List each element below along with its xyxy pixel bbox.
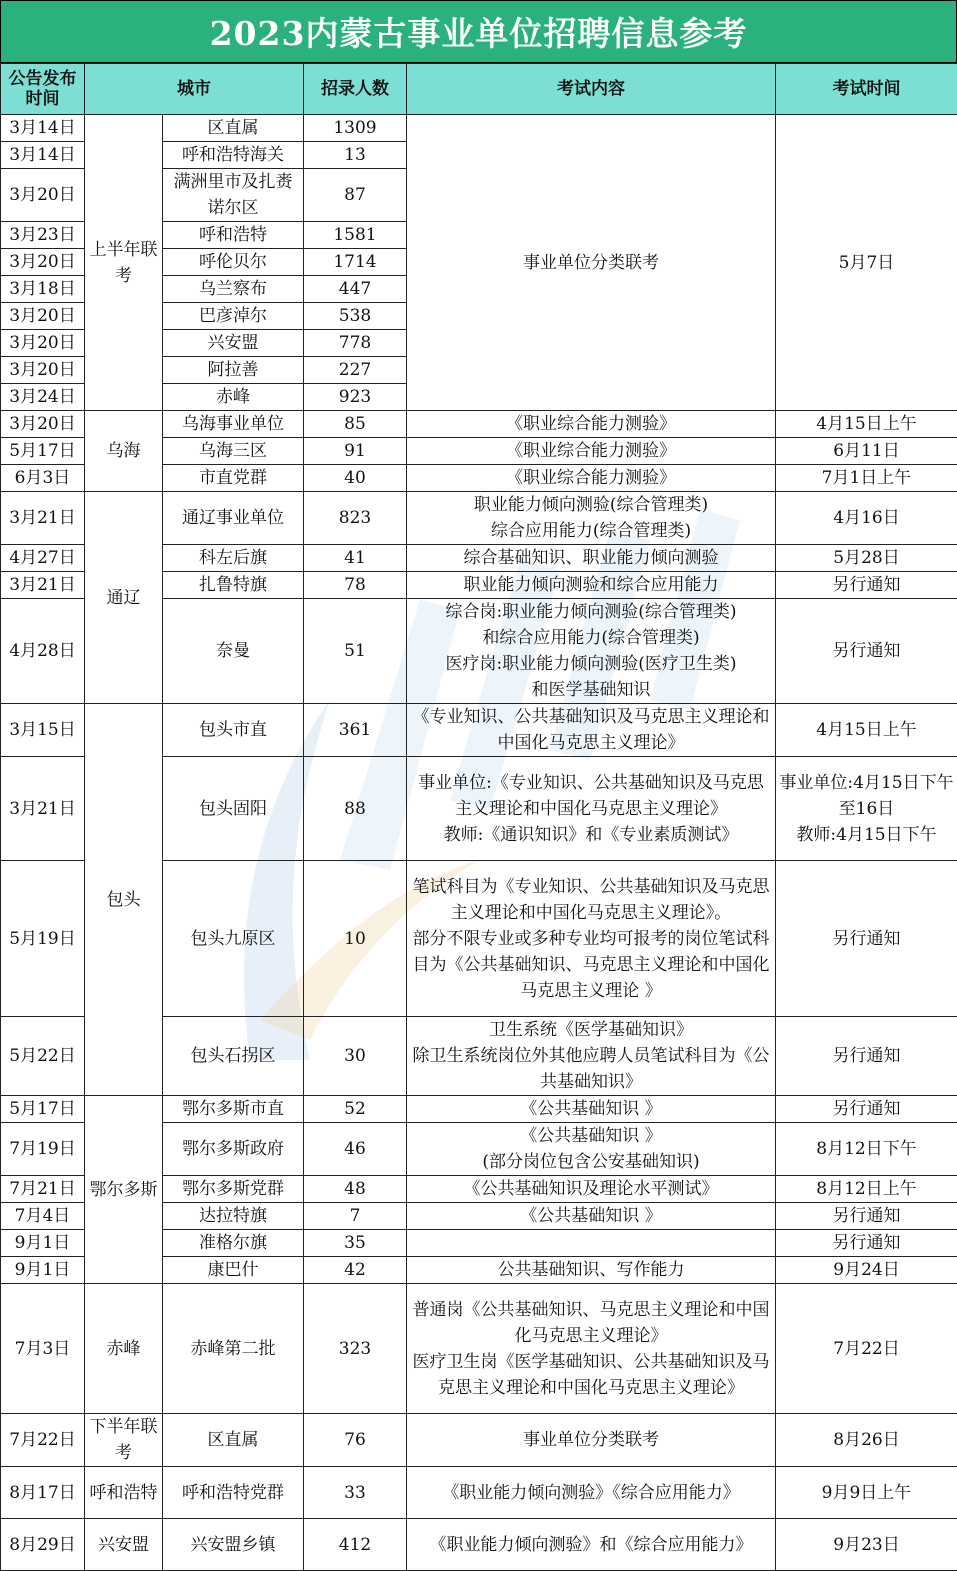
time-cell: 4月16日 <box>776 492 957 545</box>
city-cell: 扎鲁特旗 <box>163 572 304 599</box>
count-cell: 13 <box>304 142 407 169</box>
exam-cell: 《公共基础知识 》 (部分岗位包含公安基础知识) <box>407 1123 776 1176</box>
city-cell: 包头石拐区 <box>163 1017 304 1096</box>
count-cell: 778 <box>304 330 407 357</box>
date-cell: 3月21日 <box>1 757 85 861</box>
time-cell: 另行通知 <box>776 861 957 1017</box>
header-row <box>1 64 957 115</box>
count-cell: 78 <box>304 572 407 599</box>
date-cell: 5月17日 <box>1 438 85 465</box>
count-cell: 91 <box>304 438 407 465</box>
city-cell: 包头九原区 <box>163 861 304 1017</box>
date-cell: 3月21日 <box>1 492 85 545</box>
city-cell: 奈曼 <box>163 599 304 704</box>
exam-cell: 《公共基础知识及理论水平测试》 <box>407 1176 776 1203</box>
exam-cell <box>407 1230 776 1257</box>
time-cell: 5月7日 <box>776 115 957 411</box>
date-cell: 3月20日 <box>1 169 85 222</box>
count-cell: 1714 <box>304 249 407 276</box>
time-cell: 另行通知 <box>776 1096 957 1123</box>
exam-cell: 综合岗:职业能力倾向测验(综合管理类) 和综合应用能力(综合管理类) 医疗岗:职业能力倾向测验(医疗卫生类) 和医学基础知识 <box>407 599 776 704</box>
date-cell: 5月19日 <box>1 861 85 1017</box>
city-cell: 鄂尔多斯党群 <box>163 1176 304 1203</box>
table-row <box>1 115 957 142</box>
time-cell: 9月23日 <box>776 1519 957 1571</box>
time-cell: 7月1日上午 <box>776 465 957 492</box>
count-cell: 41 <box>304 545 407 572</box>
count-cell: 1581 <box>304 222 407 249</box>
count-cell: 35 <box>304 1230 407 1257</box>
date-cell: 3月14日 <box>1 142 85 169</box>
date-cell: 3月20日 <box>1 249 85 276</box>
time-cell: 另行通知 <box>776 572 957 599</box>
city-cell: 呼和浩特党群 <box>163 1467 304 1519</box>
city-cell: 鄂尔多斯市直 <box>163 1096 304 1123</box>
count-cell: 33 <box>304 1467 407 1519</box>
city-cell: 区直属 <box>163 115 304 142</box>
city-cell: 通辽事业单位 <box>163 492 304 545</box>
city-cell: 乌兰察布 <box>163 276 304 303</box>
time-cell: 4月15日上午 <box>776 704 957 757</box>
recruitment-table <box>0 63 957 1571</box>
count-cell: 52 <box>304 1096 407 1123</box>
date-cell: 3月20日 <box>1 330 85 357</box>
table-row <box>1 1414 957 1467</box>
count-cell: 42 <box>304 1257 407 1284</box>
header-exam-time: 考试时间 <box>776 64 957 115</box>
table-row <box>1 411 957 438</box>
date-cell: 6月3日 <box>1 465 85 492</box>
count-cell: 10 <box>304 861 407 1017</box>
city-cell: 呼和浩特海关 <box>163 142 304 169</box>
table-row <box>1 492 957 545</box>
header-count: 招录人数 <box>304 64 407 115</box>
date-cell: 5月22日 <box>1 1017 85 1096</box>
page-title: 2023内蒙古事业单位招聘信息参考 <box>0 0 957 63</box>
exam-cell: 事业单位分类联考 <box>407 115 776 411</box>
exam-cell: 《公共基础知识 》 <box>407 1203 776 1230</box>
count-cell: 227 <box>304 357 407 384</box>
time-cell: 9月24日 <box>776 1257 957 1284</box>
date-cell: 7月3日 <box>1 1284 85 1414</box>
group-label: 通辽 <box>85 492 163 704</box>
group-label: 包头 <box>85 704 163 1096</box>
exam-cell: 事业单位分类联考 <box>407 1414 776 1467</box>
count-cell: 447 <box>304 276 407 303</box>
count-cell: 538 <box>304 303 407 330</box>
city-cell: 满洲里市及扎赉诺尔区 <box>163 169 304 222</box>
count-cell: 323 <box>304 1284 407 1414</box>
city-cell: 康巴什 <box>163 1257 304 1284</box>
date-cell: 5月17日 <box>1 1096 85 1123</box>
date-cell: 8月29日 <box>1 1519 85 1571</box>
group-label: 下半年联考 <box>85 1414 163 1467</box>
time-cell: 8月26日 <box>776 1414 957 1467</box>
city-cell: 达拉特旗 <box>163 1203 304 1230</box>
count-cell: 46 <box>304 1123 407 1176</box>
count-cell: 923 <box>304 384 407 411</box>
group-label: 兴安盟 <box>85 1519 163 1571</box>
count-cell: 87 <box>304 169 407 222</box>
exam-cell: 职业能力倾向测验和综合应用能力 <box>407 572 776 599</box>
table-row <box>1 1096 957 1123</box>
table-row <box>1 704 957 757</box>
header-exam-content: 考试内容 <box>407 64 776 115</box>
city-cell: 包头固阳 <box>163 757 304 861</box>
exam-cell: 《职业综合能力测验》 <box>407 465 776 492</box>
time-cell: 事业单位:4月15日下午至16日 教师:4月15日下午 <box>776 757 957 861</box>
date-cell: 3月20日 <box>1 303 85 330</box>
time-cell: 另行通知 <box>776 599 957 704</box>
group-label: 赤峰 <box>85 1284 163 1414</box>
time-cell: 8月12日上午 <box>776 1176 957 1203</box>
date-cell: 7月19日 <box>1 1123 85 1176</box>
group-label: 鄂尔多斯 <box>85 1096 163 1284</box>
time-cell: 8月12日下午 <box>776 1123 957 1176</box>
table-row <box>1 1467 957 1519</box>
exam-cell: 公共基础知识、写作能力 <box>407 1257 776 1284</box>
exam-cell: 笔试科目为《专业知识、公共基础知识及马克思主义理论和中国化马克思主义理论》。 部分不限专业或多种专业均可报考的岗位笔试科目为《公共基础知识、马克思主义理论和中国化马克思主义理论 》 <box>407 861 776 1017</box>
city-cell: 巴彦淖尔 <box>163 303 304 330</box>
count-cell: 76 <box>304 1414 407 1467</box>
header-city: 城市 <box>85 64 304 115</box>
exam-cell: 《职业综合能力测验》 <box>407 438 776 465</box>
count-cell: 30 <box>304 1017 407 1096</box>
count-cell: 40 <box>304 465 407 492</box>
exam-cell: 卫生系统《医学基础知识》 除卫生系统岗位外其他应聘人员笔试科目为《公共基础知识》 <box>407 1017 776 1096</box>
city-cell: 呼伦贝尔 <box>163 249 304 276</box>
time-cell: 另行通知 <box>776 1017 957 1096</box>
time-cell: 9月9日上午 <box>776 1467 957 1519</box>
exam-cell: 《公共基础知识 》 <box>407 1096 776 1123</box>
exam-cell: 《职业能力倾向测验》和《综合应用能力》 <box>407 1519 776 1571</box>
exam-cell: 《专业知识、公共基础知识及马克思主义理论和中国化马克思主义理论》 <box>407 704 776 757</box>
date-cell: 3月15日 <box>1 704 85 757</box>
exam-cell: 《职业能力倾向测验》《综合应用能力》 <box>407 1467 776 1519</box>
count-cell: 88 <box>304 757 407 861</box>
date-cell: 7月22日 <box>1 1414 85 1467</box>
exam-cell: 职业能力倾向测验(综合管理类) 综合应用能力(综合管理类) <box>407 492 776 545</box>
date-cell: 7月4日 <box>1 1203 85 1230</box>
city-cell: 兴安盟 <box>163 330 304 357</box>
date-cell: 3月23日 <box>1 222 85 249</box>
date-cell: 3月18日 <box>1 276 85 303</box>
city-cell: 准格尔旗 <box>163 1230 304 1257</box>
count-cell: 7 <box>304 1203 407 1230</box>
city-cell: 赤峰第二批 <box>163 1284 304 1414</box>
date-cell: 3月20日 <box>1 411 85 438</box>
exam-cell: 普通岗《公共基础知识、马克思主义理论和中国化马克思主义理论》 医疗卫生岗《医学基础知识、公共基础知识及马克思主义理论和中国化马克思主义理论》 <box>407 1284 776 1414</box>
date-cell: 7月21日 <box>1 1176 85 1203</box>
city-cell: 市直党群 <box>163 465 304 492</box>
time-cell: 5月28日 <box>776 545 957 572</box>
count-cell: 1309 <box>304 115 407 142</box>
exam-cell: 事业单位:《专业知识、公共基础知识及马克思主义理论和中国化马克思主义理论》 教师:《通识知识》和《专业素质测试》 <box>407 757 776 861</box>
count-cell: 823 <box>304 492 407 545</box>
exam-cell: 《职业综合能力测验》 <box>407 411 776 438</box>
time-cell: 另行通知 <box>776 1203 957 1230</box>
city-cell: 乌海事业单位 <box>163 411 304 438</box>
count-cell: 48 <box>304 1176 407 1203</box>
date-cell: 3月14日 <box>1 115 85 142</box>
date-cell: 3月20日 <box>1 357 85 384</box>
date-cell: 3月21日 <box>1 572 85 599</box>
count-cell: 51 <box>304 599 407 704</box>
city-cell: 呼和浩特 <box>163 222 304 249</box>
header-date: 公告发布时间 <box>1 64 85 115</box>
date-cell: 8月17日 <box>1 1467 85 1519</box>
time-cell: 4月15日上午 <box>776 411 957 438</box>
group-label: 呼和浩特 <box>85 1467 163 1519</box>
city-cell: 乌海三区 <box>163 438 304 465</box>
city-cell: 鄂尔多斯政府 <box>163 1123 304 1176</box>
date-cell: 9月1日 <box>1 1230 85 1257</box>
city-cell: 赤峰 <box>163 384 304 411</box>
count-cell: 361 <box>304 704 407 757</box>
group-label: 上半年联考 <box>85 115 163 411</box>
date-cell: 3月24日 <box>1 384 85 411</box>
city-cell: 科左后旗 <box>163 545 304 572</box>
date-cell: 9月1日 <box>1 1257 85 1284</box>
city-cell: 阿拉善 <box>163 357 304 384</box>
city-cell: 兴安盟乡镇 <box>163 1519 304 1571</box>
table-row <box>1 1519 957 1571</box>
time-cell: 6月11日 <box>776 438 957 465</box>
count-cell: 85 <box>304 411 407 438</box>
time-cell: 7月22日 <box>776 1284 957 1414</box>
group-label: 乌海 <box>85 411 163 492</box>
table-row <box>1 1284 957 1414</box>
exam-cell: 综合基础知识、职业能力倾向测验 <box>407 545 776 572</box>
date-cell: 4月28日 <box>1 599 85 704</box>
time-cell: 另行通知 <box>776 1230 957 1257</box>
date-cell: 4月27日 <box>1 545 85 572</box>
city-cell: 区直属 <box>163 1414 304 1467</box>
count-cell: 412 <box>304 1519 407 1571</box>
city-cell: 包头市直 <box>163 704 304 757</box>
